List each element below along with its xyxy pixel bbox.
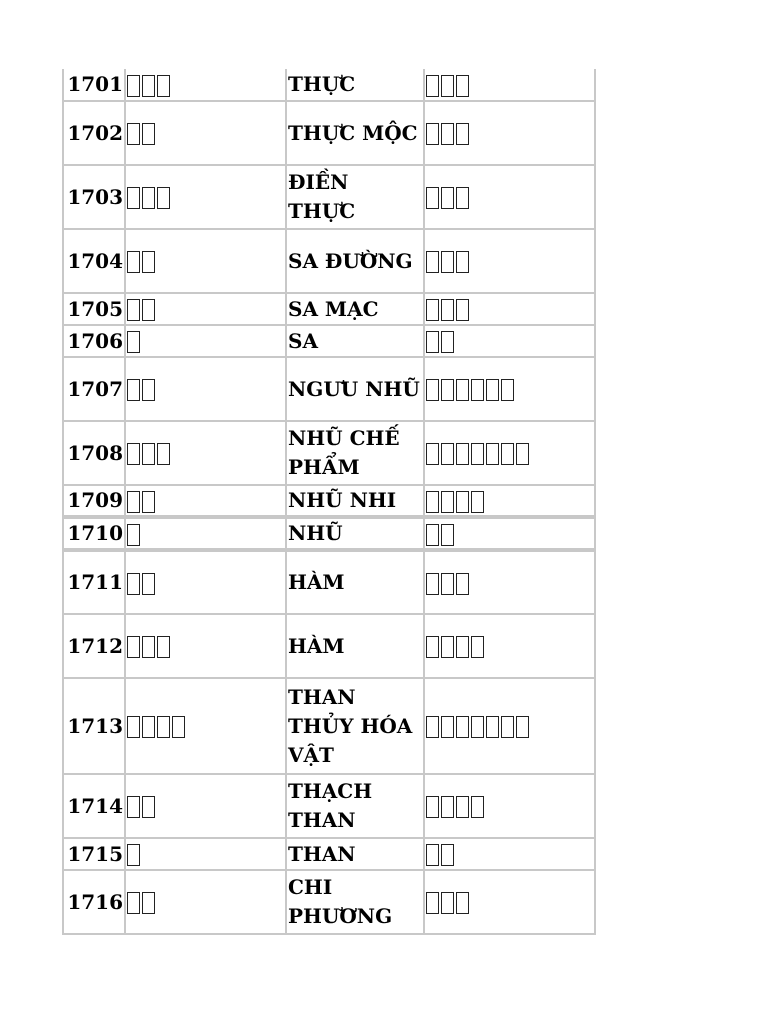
missing-glyph-icon — [127, 524, 140, 546]
missing-glyph-icon — [456, 573, 469, 595]
entry-number: 1707 — [63, 357, 125, 421]
sino-vietnamese-reading: HÀM — [286, 614, 424, 678]
meaning-characters — [424, 421, 595, 485]
table-row — [63, 101, 595, 165]
sino-vietnamese-reading: HÀM — [286, 550, 424, 614]
han-characters — [125, 229, 286, 293]
missing-glyph-icon — [426, 491, 439, 513]
missing-glyph-icon — [486, 716, 499, 738]
entry-number: 1716 — [63, 870, 125, 934]
missing-glyph-icon — [426, 796, 439, 818]
missing-glyph-icon — [471, 443, 484, 465]
table-row — [63, 69, 595, 101]
han-characters — [125, 550, 286, 614]
missing-glyph-icon — [471, 379, 484, 401]
missing-glyph-icon — [441, 331, 454, 353]
han-characters — [125, 614, 286, 678]
missing-glyph-icon — [516, 716, 529, 738]
table-row — [63, 357, 595, 421]
missing-glyph-icon — [471, 491, 484, 513]
missing-glyph-icon — [456, 299, 469, 321]
sino-vietnamese-reading: NHŨ — [286, 517, 424, 550]
meaning-characters — [424, 517, 595, 550]
missing-glyph-icon — [157, 716, 170, 738]
missing-glyph-icon — [142, 187, 155, 209]
missing-glyph-icon — [441, 524, 454, 546]
meaning-characters — [424, 774, 595, 838]
missing-glyph-icon — [441, 75, 454, 97]
table-row — [63, 229, 595, 293]
table-row — [63, 517, 595, 550]
entry-number: 1701 — [63, 69, 125, 101]
missing-glyph-icon — [426, 716, 439, 738]
han-characters — [125, 325, 286, 357]
han-characters — [125, 293, 286, 325]
missing-glyph-icon — [127, 251, 140, 273]
han-characters — [125, 774, 286, 838]
sino-vietnamese-reading: THAN — [286, 838, 424, 870]
entry-number: 1712 — [63, 614, 125, 678]
missing-glyph-icon — [501, 716, 514, 738]
missing-glyph-icon — [142, 716, 155, 738]
table-row — [63, 678, 595, 774]
missing-glyph-icon — [441, 123, 454, 145]
missing-glyph-icon — [441, 299, 454, 321]
missing-glyph-icon — [441, 796, 454, 818]
table-row — [63, 614, 595, 678]
missing-glyph-icon — [441, 716, 454, 738]
missing-glyph-icon — [441, 491, 454, 513]
missing-glyph-icon — [426, 443, 439, 465]
sino-vietnamese-reading: THAN THỦY HÓA VẬT — [286, 678, 424, 774]
table-row — [63, 485, 595, 517]
missing-glyph-icon — [471, 796, 484, 818]
missing-glyph-icon — [142, 299, 155, 321]
sino-vietnamese-reading: SA ĐƯỜNG — [286, 229, 424, 293]
missing-glyph-icon — [426, 844, 439, 866]
sino-vietnamese-reading: NHŨ NHI — [286, 485, 424, 517]
meaning-characters — [424, 293, 595, 325]
han-characters — [125, 870, 286, 934]
missing-glyph-icon — [486, 379, 499, 401]
missing-glyph-icon — [456, 716, 469, 738]
meaning-characters — [424, 550, 595, 614]
meaning-characters — [424, 614, 595, 678]
han-characters — [125, 357, 286, 421]
missing-glyph-icon — [441, 251, 454, 273]
entry-number: 1709 — [63, 485, 125, 517]
table-row — [63, 870, 595, 934]
han-characters — [125, 101, 286, 165]
missing-glyph-icon — [456, 796, 469, 818]
sino-vietnamese-reading: THỰC MỘC — [286, 101, 424, 165]
entry-number: 1705 — [63, 293, 125, 325]
missing-glyph-icon — [426, 524, 439, 546]
missing-glyph-icon — [456, 187, 469, 209]
missing-glyph-icon — [172, 716, 185, 738]
sino-vietnamese-reading: SA — [286, 325, 424, 357]
table-row — [63, 165, 595, 229]
missing-glyph-icon — [127, 187, 140, 209]
missing-glyph-icon — [441, 443, 454, 465]
missing-glyph-icon — [127, 716, 140, 738]
entry-number: 1710 — [63, 517, 125, 550]
meaning-characters — [424, 678, 595, 774]
missing-glyph-icon — [456, 379, 469, 401]
missing-glyph-icon — [441, 636, 454, 658]
missing-glyph-icon — [157, 75, 170, 97]
meaning-characters — [424, 870, 595, 934]
sino-vietnamese-reading: SA MẠC — [286, 293, 424, 325]
missing-glyph-icon — [142, 251, 155, 273]
missing-glyph-icon — [127, 379, 140, 401]
missing-glyph-icon — [501, 443, 514, 465]
entry-number: 1704 — [63, 229, 125, 293]
missing-glyph-icon — [127, 796, 140, 818]
missing-glyph-icon — [142, 796, 155, 818]
missing-glyph-icon — [471, 716, 484, 738]
missing-glyph-icon — [441, 892, 454, 914]
missing-glyph-icon — [516, 443, 529, 465]
meaning-characters — [424, 325, 595, 357]
missing-glyph-icon — [142, 443, 155, 465]
meaning-characters — [424, 101, 595, 165]
missing-glyph-icon — [157, 636, 170, 658]
entry-number: 1703 — [63, 165, 125, 229]
missing-glyph-icon — [456, 443, 469, 465]
sino-vietnamese-reading: NGƯU NHŨ — [286, 357, 424, 421]
missing-glyph-icon — [441, 187, 454, 209]
entry-number: 1714 — [63, 774, 125, 838]
missing-glyph-icon — [142, 491, 155, 513]
missing-glyph-icon — [456, 636, 469, 658]
missing-glyph-icon — [127, 892, 140, 914]
missing-glyph-icon — [456, 75, 469, 97]
meaning-characters — [424, 69, 595, 101]
table-row — [63, 774, 595, 838]
missing-glyph-icon — [127, 573, 140, 595]
missing-glyph-icon — [426, 251, 439, 273]
table-row — [63, 550, 595, 614]
entry-number: 1713 — [63, 678, 125, 774]
missing-glyph-icon — [157, 443, 170, 465]
missing-glyph-icon — [142, 892, 155, 914]
table-row — [63, 838, 595, 870]
missing-glyph-icon — [471, 636, 484, 658]
missing-glyph-icon — [426, 123, 439, 145]
entry-number: 1711 — [63, 550, 125, 614]
vocabulary-table — [62, 69, 596, 935]
missing-glyph-icon — [426, 573, 439, 595]
missing-glyph-icon — [456, 892, 469, 914]
entry-number: 1715 — [63, 838, 125, 870]
missing-glyph-icon — [142, 75, 155, 97]
han-characters — [125, 678, 286, 774]
missing-glyph-icon — [426, 636, 439, 658]
missing-glyph-icon — [501, 379, 514, 401]
missing-glyph-icon — [426, 892, 439, 914]
meaning-characters — [424, 165, 595, 229]
table-body — [63, 69, 595, 934]
missing-glyph-icon — [441, 573, 454, 595]
meaning-characters — [424, 229, 595, 293]
missing-glyph-icon — [426, 299, 439, 321]
missing-glyph-icon — [157, 187, 170, 209]
missing-glyph-icon — [127, 636, 140, 658]
sino-vietnamese-reading: CHI PHƯƠNG — [286, 870, 424, 934]
table-row — [63, 421, 595, 485]
missing-glyph-icon — [127, 443, 140, 465]
missing-glyph-icon — [456, 123, 469, 145]
missing-glyph-icon — [127, 491, 140, 513]
missing-glyph-icon — [441, 379, 454, 401]
han-characters — [125, 165, 286, 229]
missing-glyph-icon — [127, 123, 140, 145]
table-row — [63, 293, 595, 325]
han-characters — [125, 838, 286, 870]
missing-glyph-icon — [426, 187, 439, 209]
sino-vietnamese-reading: THỰC — [286, 69, 424, 101]
missing-glyph-icon — [127, 299, 140, 321]
entry-number: 1706 — [63, 325, 125, 357]
sino-vietnamese-reading: ĐIỀN THỰC — [286, 165, 424, 229]
sino-vietnamese-reading: NHŨ CHẾ PHẨM — [286, 421, 424, 485]
entry-number: 1708 — [63, 421, 125, 485]
missing-glyph-icon — [426, 379, 439, 401]
missing-glyph-icon — [456, 251, 469, 273]
han-characters — [125, 485, 286, 517]
meaning-characters — [424, 485, 595, 517]
meaning-characters — [424, 357, 595, 421]
han-characters — [125, 421, 286, 485]
missing-glyph-icon — [426, 331, 439, 353]
missing-glyph-icon — [441, 844, 454, 866]
table-row — [63, 325, 595, 357]
missing-glyph-icon — [127, 844, 140, 866]
missing-glyph-icon — [142, 636, 155, 658]
han-characters — [125, 517, 286, 550]
entry-number: 1702 — [63, 101, 125, 165]
missing-glyph-icon — [142, 573, 155, 595]
sino-vietnamese-reading: THẠCH THAN — [286, 774, 424, 838]
han-characters — [125, 69, 286, 101]
missing-glyph-icon — [142, 379, 155, 401]
missing-glyph-icon — [127, 75, 140, 97]
meaning-characters — [424, 838, 595, 870]
missing-glyph-icon — [426, 75, 439, 97]
missing-glyph-icon — [486, 443, 499, 465]
missing-glyph-icon — [127, 331, 140, 353]
missing-glyph-icon — [456, 491, 469, 513]
missing-glyph-icon — [142, 123, 155, 145]
